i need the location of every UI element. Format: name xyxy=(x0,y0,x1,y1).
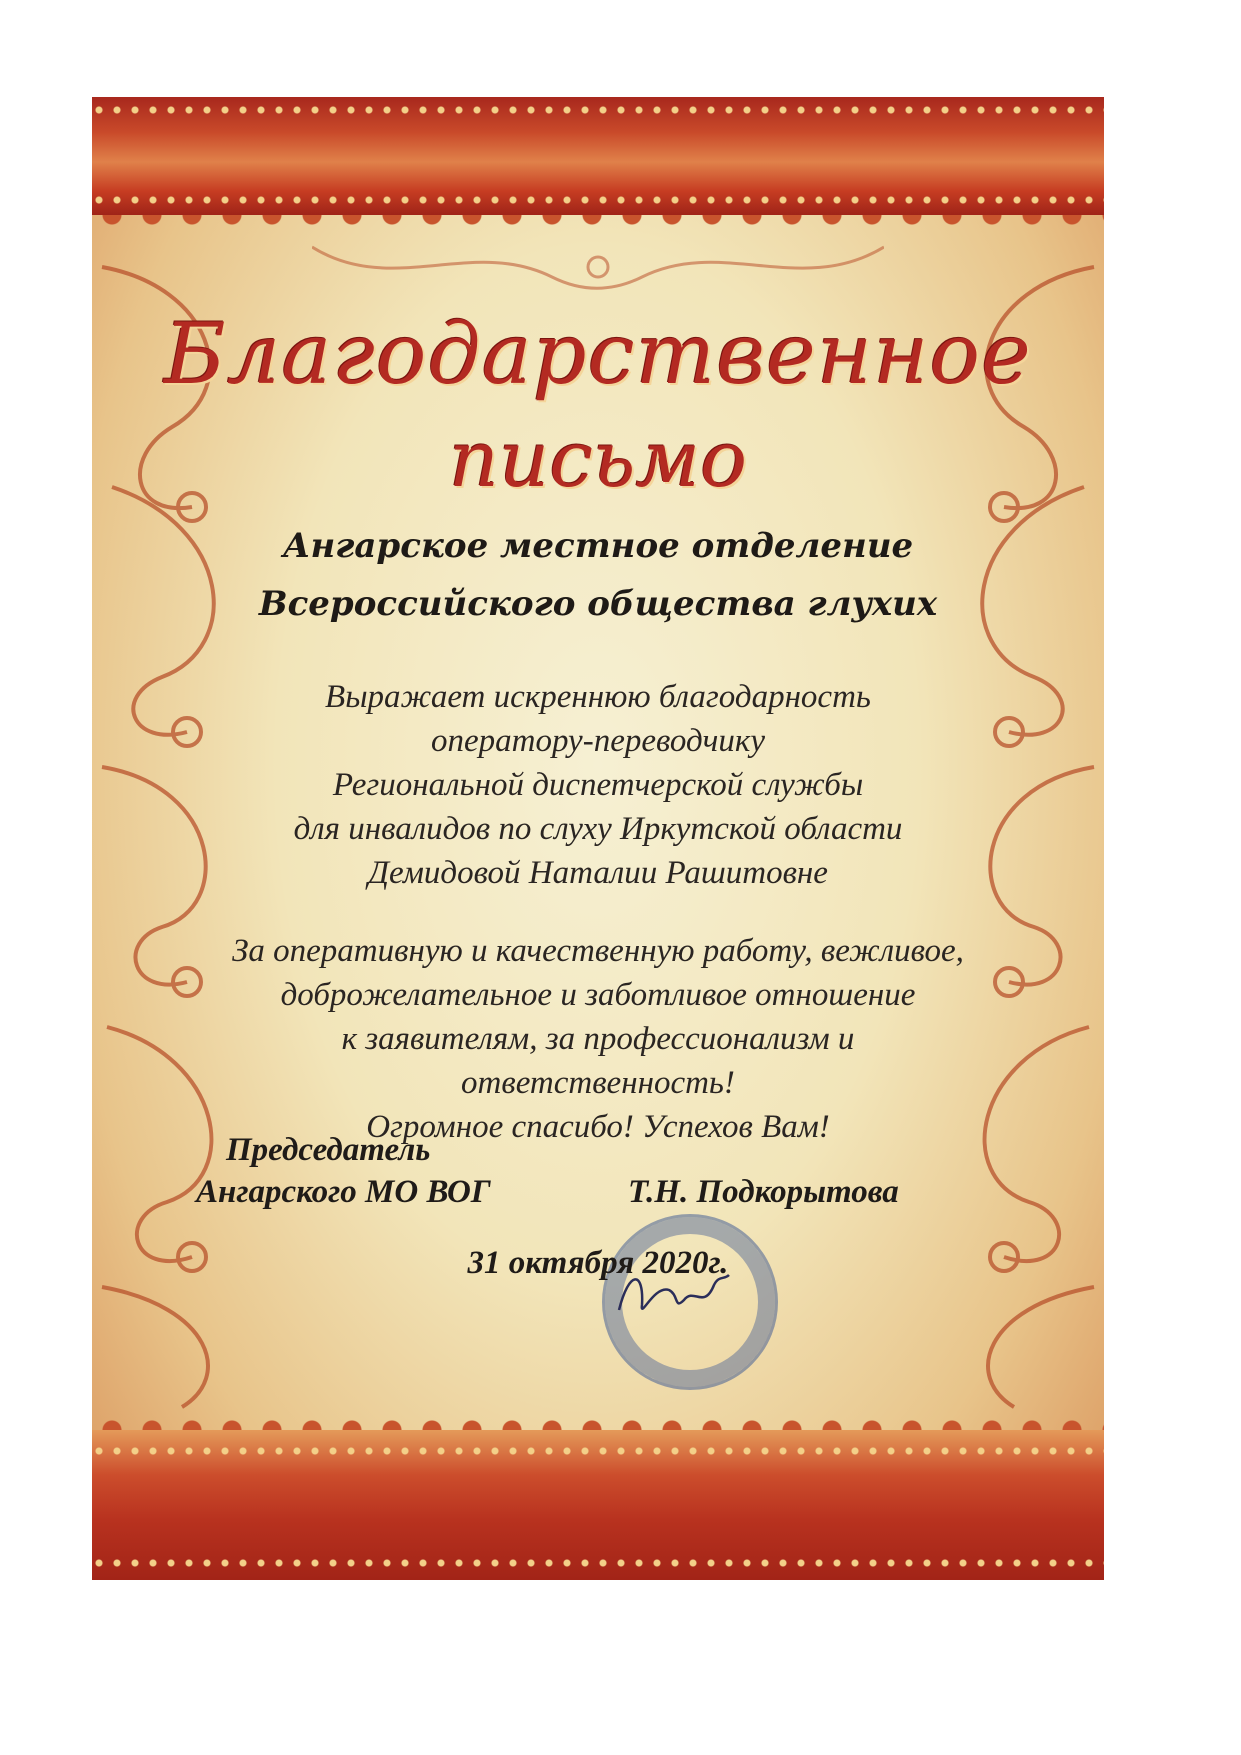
recipient-line: оператору-переводчику xyxy=(431,723,765,759)
signatory-name: Т.Н. Подкорытова xyxy=(628,1174,899,1210)
certificate-title-line1: Благодарственное xyxy=(164,305,1032,403)
signatory-position: Председатель xyxy=(226,1132,431,1168)
reason-line: к заявителям, за профессионализм и xyxy=(341,1021,855,1057)
reason-line: доброжелательное и заботливое отношение xyxy=(280,977,916,1013)
organization-line: Ангарское местное отделение xyxy=(282,526,914,566)
top-center-swirl-ornament xyxy=(312,227,884,307)
signatory-organization: Ангарского МО ВОГ xyxy=(196,1174,491,1210)
certificate-date: 31 октября 2020г. xyxy=(467,1245,729,1281)
certificate-title-line2: письмо xyxy=(448,415,748,505)
organization-line: Всероссийского общества глухих xyxy=(258,584,938,624)
recipient-line: Выражает искреннюю благодарность xyxy=(325,679,871,715)
reason-line: За оперативную и качественную работу, вежливое, xyxy=(232,933,964,969)
recipient-name: Демидовой Наталии Рашитовне xyxy=(368,855,828,891)
thanks-line: Огромное спасибо! Успехов Вам! xyxy=(366,1109,830,1145)
recipient-line: Региональной диспетчерской службы xyxy=(332,767,864,803)
top-lace-pattern xyxy=(92,103,1104,117)
top-lace-pattern xyxy=(92,193,1104,207)
reason-paragraph xyxy=(92,929,1104,1149)
bottom-lace-pattern xyxy=(92,1556,1104,1570)
reason-line: ответственность! xyxy=(461,1065,735,1101)
organization-name xyxy=(92,517,1104,633)
bottom-lace-pattern xyxy=(92,1444,1104,1458)
recipient-paragraph xyxy=(92,675,1104,895)
recipient-line: для инвалидов по слуху Иркутской области xyxy=(293,811,903,847)
certificate xyxy=(92,97,1104,1580)
